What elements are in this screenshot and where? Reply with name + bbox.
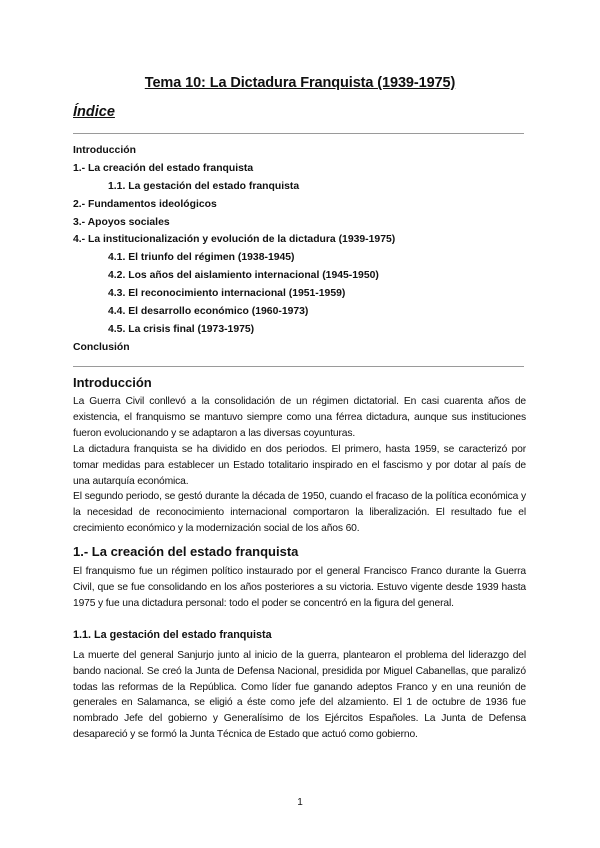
document-title: Tema 10: La Dictadura Franquista (1939-1975) bbox=[144, 75, 456, 91]
section-1-paragraph: El franquismo fue un régimen político instaurado por el general Francisco Franco durante la Guerra Civil, que se fue consolidando en los años posteriores a su victoria. Estuvo vigente desde 1939 hasta 1975 y fue una dictadura personal: todo el poder se concentró en la figura del general. bbox=[73, 566, 526, 609]
toc-entry-1-1: 1.1. La gestación del estado franquista bbox=[108, 180, 300, 192]
toc-entry-4-2: 4.2. Los años del aislamiento internacional (1945-1950) bbox=[108, 270, 379, 282]
table-of-contents bbox=[73, 142, 524, 357]
toc-entry-4-4: 4.4. El desarrollo económico (1960-1973) bbox=[108, 306, 309, 318]
toc-entry-2: 2.- Fundamentos ideológicos bbox=[73, 198, 217, 210]
intro-heading: Introducción bbox=[73, 375, 152, 390]
page-number: 1 bbox=[297, 797, 303, 808]
section-1-1-paragraph: La muerte del general Sanjurjo junto al inicio de la guerra, plantearon el problema del liderazgo del bando nacional. Se creó la Junta de Defensa Nacional, presidida por Miguel Cabanellas, que paralizó todas las reformas de la República. Como líder fue ganando adeptos Franco y en una reunión de generales en Salamanca, se eligió a éste como jefe del alzamiento. El 1 de octubre de 1936 fue nombrado Jefe del gobierno y Generalísimo de los Ejércitos Españoles. La Junta de Defensa desapareció y se formó la Junta Técnica de Estado que actuó como gobierno. bbox=[73, 650, 526, 740]
toc-entry-introduccion: Introducción bbox=[73, 145, 136, 156]
toc-entry-1: 1.- La creación del estado franquista bbox=[73, 162, 254, 174]
index-bottom-divider bbox=[73, 366, 524, 367]
section-1-1-heading: 1.1. La gestación del estado franquista bbox=[73, 629, 272, 641]
toc-entry-4-3: 4.3. El reconocimiento internacional (1951-1959) bbox=[108, 288, 346, 300]
toc-entry-4-1: 4.1. El triunfo del régimen (1938-1945) bbox=[108, 252, 295, 264]
intro-paragraph-1: La Guerra Civil conllevó a la consolidación de un régimen dictatorial. En casi cuarenta años de existencia, el franquismo se mantuvo siempre como una férrea dictadura, aunque sus instituciones fueron evolucionando y se adaptaron a las diversas coyunturas. bbox=[73, 396, 526, 439]
section-1-heading: 1.- La creación del estado franquista bbox=[73, 544, 299, 559]
toc-entry-3: 3.- Apoyos sociales bbox=[73, 216, 170, 228]
toc-entry-4: 4.- La institucionalización y evolución de la dictadura (1939-1975) bbox=[73, 234, 396, 246]
index-heading: Índice bbox=[73, 104, 115, 120]
toc-entry-4-5: 4.5. La crisis final (1973-1975) bbox=[108, 323, 255, 335]
intro-paragraph-3: El segundo periodo, se gestó durante la década de 1950, cuando el fracaso de la política económica y la necesidad de reconocimiento internacional comportaron la liberalización. El resultado fue el crecimiento económico y la modernización social de los años 60. bbox=[73, 491, 526, 534]
toc-entry-conclusion: Conclusión bbox=[73, 341, 130, 353]
index-top-divider bbox=[73, 133, 524, 134]
intro-paragraph-2: La dictadura franquista se ha dividido en dos periodos. El primero, hasta 1959, se caracterizó por tomar medidas para establecer un Estado totalitario inspirado en el fascismo y por dotar al país de una autarquía económica. bbox=[73, 444, 526, 487]
